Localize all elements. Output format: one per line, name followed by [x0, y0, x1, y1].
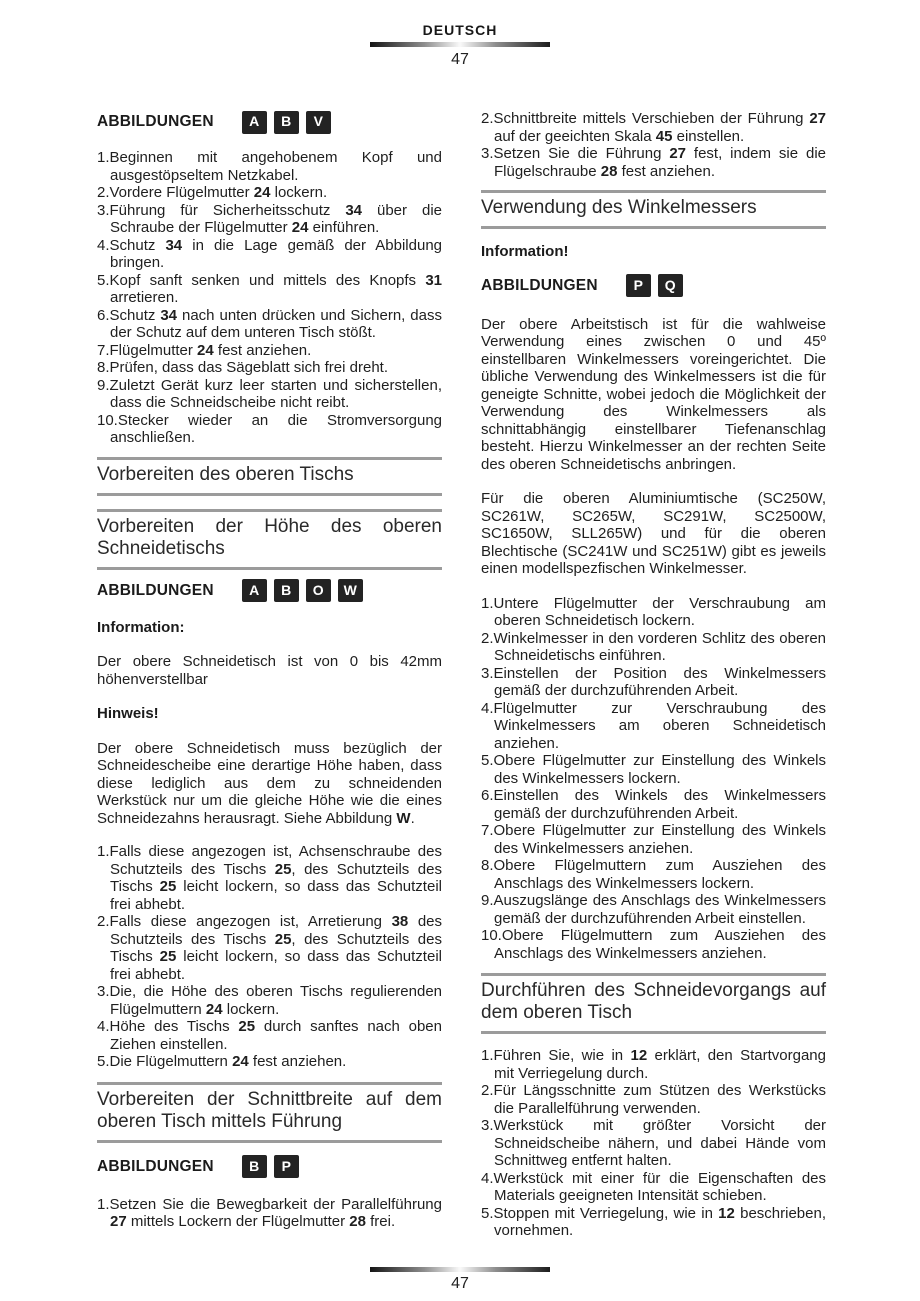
paragraph-protractor-use: Der obere Arbeitstisch ist für die wahlweise Verwendung eines zwischen 0 und 45º einstellbaren Winkelmessers voreingerichtet. Die übliche Verwendung des Winkelmessers ist die für geneigte Schnitte, wobei jedoch die Möglichkeit der Verwendung des Winkelmessers als schnittabhängig einstellbarer Tiefenanschlag besteht. Hierzu Winkelmesser an der rechten Seite des oberen Schneidetischs anbringen. [481, 315, 826, 473]
instruction-list-fence [97, 1196, 442, 1231]
information-label: Information! [481, 243, 569, 260]
figure-badge-A: A [242, 111, 267, 134]
instruction-item: 8.Obere Flügelmuttern zum Ausziehen des Anschlags des Winkelmessers lockern. [481, 857, 826, 892]
instruction-list-height-adjust [97, 843, 442, 1071]
instruction-item: 4.Höhe des Tischs 25 durch sanftes nach oben Ziehen einstellen. [97, 1018, 442, 1053]
figure-badge-B: B [274, 579, 299, 602]
instruction-item: 4.Schutz 34 in die Lage gemäß der Abbildung bringen. [97, 236, 443, 271]
instruction-item: 1.Beginnen mit angehobenem Kopf und ausgestöpseltem Netzkabel. [97, 149, 442, 184]
instruction-item: 9.Auszugslänge des Anschlags des Winkelmessers gemäß der durchzuführenden Arbeit einstellen. [481, 892, 826, 927]
instruction-item: 2.Falls diese angezogen ist, Arretierung 38 des Schutzteils des Tischs 25, des Schutzteils des Tischs 25 leicht lockern, so dass das Schutzteil frei abhebt. [97, 913, 443, 983]
section-heading-cutting-operation: Durchführen des Schneidevorgangs auf dem oberen Tisch [481, 973, 826, 1034]
instruction-item: 9.Zuletzt Gerät kurz leer starten und sicherstellen, dass die Schneidscheibe nicht reibt. [97, 376, 442, 411]
instruction-item: 7.Flügelmutter 24 fest anziehen. [97, 341, 312, 359]
instruction-item: 1.Führen Sie, wie in 12 erklärt, den Startvorgang mit Verriegelung durch. [481, 1047, 826, 1082]
instruction-item: 10.Stecker wieder an die Stromversorgung anschließen. [97, 411, 442, 446]
paragraph-model-list: Für die oberen Aluminiumtische (SC250W, SC261W, SC265W, SC291W, SC2500W, SC1650W, SLL265W) und für die oberen Blechtische (SC241W und SC251W) gibt es jeweils einen modellspezfischen Winkelmesser. [481, 490, 826, 577]
instruction-item: 2.Vordere Flügelmutter 24 lockern. [97, 184, 328, 201]
instruction-item: 3.Setzen Sie die Führung 27 fest, indem sie die Flügelschraube 28 fest anziehen. [481, 145, 826, 180]
figure-badges [242, 579, 363, 602]
note-text: Der obere Schneidetisch muss bezüglich der Schneidescheibe eine derartige Höhe haben, dass diese lediglich aus dem zu schneidenden Werkstück nur um die gleiche Höhe wie die eines Schneidezahns herausragt. Siehe Abbildung W. [97, 739, 442, 827]
figure-badge-B: B [242, 1155, 267, 1178]
information-text: Der obere Schneidetisch ist von 0 bis 42mm höhenverstellbar [97, 653, 442, 688]
instruction-item: 3.Führung für Sicherheitsschutz 34 über die Schraube der Flügelmutter 24 einführen. [97, 201, 442, 236]
left-column [97, 110, 442, 1231]
instruction-item: 4.Flügelmutter zur Verschraubung des Winkelmessers am oberen Schneidetisch anziehen. [481, 699, 826, 752]
section-heading-table-height: Vorbereiten der Höhe des oberen Schneidetischs [97, 509, 442, 570]
instruction-item: 6.Einstellen des Winkels des Winkelmessers gemäß der durchzuführenden Arbeit. [481, 787, 826, 822]
figures-label: ABBILDUNGEN [97, 1157, 214, 1175]
note-label: Hinweis! [97, 705, 159, 722]
instruction-item: 5.Die Flügelmuttern 24 fest anziehen. [97, 1053, 347, 1070]
figure-badge-V: V [306, 111, 331, 134]
figures-label: ABBILDUNGEN [97, 113, 214, 131]
instruction-item: 1.Setzen Sie die Bewegbarkeit der Parallelführung 27 mittels Lockern der Flügelmutter 28 frei. [97, 1195, 442, 1230]
instruction-item: 1.Untere Flügelmutter der Verschraubung am oberen Schneidetisch lockern. [481, 594, 826, 629]
instruction-list-cutting [481, 1047, 826, 1240]
instruction-item: 1.Falls diese angezogen ist, Achsenschraube des Schutzteils des Tischs 25, des Schutzteils des Tischs 25 leicht lockern, so dass das Schutzteil frei abhebt. [97, 843, 442, 913]
figures-label: ABBILDUNGEN [481, 276, 598, 294]
figures-row-4 [481, 274, 826, 298]
instruction-item: 6.Schutz 34 nach unten drücken und Sichern, dass der Schutz auf dem unteren Tisch stößt. [97, 306, 442, 341]
figure-badge-W: W [338, 579, 363, 602]
instruction-item: 7.Obere Flügelmutter zur Einstellung des Winkels des Winkelmessers anziehen. [481, 822, 826, 857]
instruction-item: 5.Kopf sanft senken und mittels des Knopfs 31 arretieren. [97, 271, 442, 306]
right-column [481, 110, 826, 1240]
figure-badge-B: B [274, 111, 299, 134]
figures-label: ABBILDUNGEN [97, 581, 214, 599]
figures-row-2 [97, 579, 442, 603]
instruction-list-guard-mount [97, 149, 442, 447]
instruction-item: 3.Die, die Höhe des oberen Tischs regulierenden Flügelmuttern 24 lockern. [97, 983, 442, 1018]
page-language: DEUTSCH [422, 22, 498, 38]
section-heading-protractor: Verwendung des Winkelmessers [481, 190, 826, 229]
figure-badge-P: P [626, 274, 651, 297]
figures-row-1 [97, 110, 442, 134]
figure-badge-Q: Q [658, 274, 683, 297]
page-footer [0, 1263, 920, 1293]
instruction-item: 8.Prüfen, dass das Sägeblatt sich frei dreht. [97, 359, 388, 376]
instruction-item: 2.Für Längsschnitte zum Stützen des Werkstücks die Parallelführung verwenden. [481, 1082, 826, 1117]
section-heading-cut-width: Vorbereiten der Schnittbreite auf dem oberen Tisch mittels Führung [97, 1082, 442, 1143]
instruction-item: 2.Schnittbreite mittels Verschieben der Führung 27 auf der geeichten Skala 45 einstellen. [481, 110, 826, 145]
figure-badge-O: O [306, 579, 331, 602]
figure-badges [626, 274, 683, 297]
figure-badge-P: P [274, 1155, 299, 1178]
page-number-bottom: 47 [451, 1275, 469, 1292]
figure-badges [242, 1155, 299, 1178]
footer-divider [370, 1267, 550, 1272]
header-divider [370, 42, 550, 47]
figures-row-3 [97, 1155, 442, 1179]
instruction-item: 5.Obere Flügelmutter zur Einstellung des Winkels des Winkelmessers lockern. [481, 752, 826, 787]
instruction-item: 4.Werkstück mit einer für die Eigenschaften des Materials geeigneten Intensität schieben. [481, 1169, 826, 1204]
instruction-item: 3.Werkstück mit größter Vorsicht der Schneidscheibe nähern, und dabei Hände vom Schnittweg entfernt halten. [481, 1117, 826, 1169]
instruction-item: 2.Winkelmesser in den vorderen Schlitz des oberen Schneidetischs einführen. [481, 629, 826, 664]
instruction-item: 5.Stoppen mit Verriegelung, wie in 12 beschrieben, vornehmen. [481, 1204, 826, 1239]
section-heading-upper-table: Vorbereiten des oberen Tischs [97, 457, 442, 496]
instruction-item: 10.Obere Flügelmuttern zum Ausziehen des Anschlags des Winkelmessers anziehen. [481, 927, 826, 962]
page-header [0, 22, 920, 69]
instruction-item: 3.Einstellen der Position des Winkelmessers gemäß der durchzuführenden Arbeit. [481, 664, 826, 699]
figure-badge-A: A [242, 579, 267, 602]
figure-badges [242, 111, 331, 134]
information-label: Information: [97, 618, 185, 636]
instruction-list-fence-continued [481, 110, 826, 180]
page-number-top: 47 [451, 51, 469, 68]
instruction-list-protractor [481, 595, 826, 963]
